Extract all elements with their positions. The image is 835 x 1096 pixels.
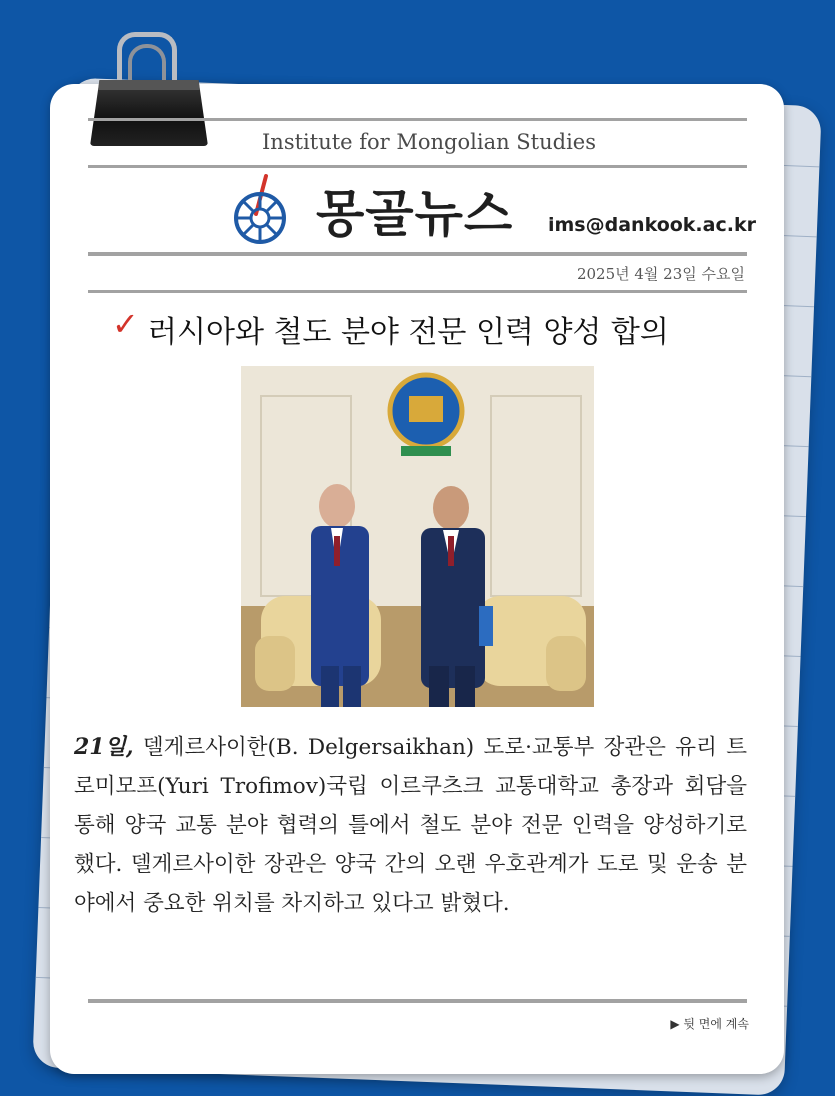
header-rule-3 bbox=[88, 252, 747, 256]
article-body-text: 델게르사이한(B. Delgersaikhan) 도로·교통부 장관은 유리 트로미모프(Yuri Trofimov)국립 이르쿠츠크 교통대학교 총장과 회담을 통해 양국 교통 분야 협력의 틀에서 철도 분야 전문 인력을 양성하기로 했다. 델게르사이한 장관은 양국 간의 오랜 우호관계가 도로 및 운송 분야에서 중요한 위치를 차지하고 있다고 밝혔다. bbox=[74, 735, 747, 916]
issue-date: 2025년 4월 23일 수요일 bbox=[576, 265, 745, 283]
institute-logo-icon bbox=[232, 174, 288, 246]
institute-name: Institute for Mongolian Studies bbox=[262, 130, 597, 154]
header-rule-4 bbox=[88, 290, 747, 293]
newsletter-title: 몽골뉴스 bbox=[316, 185, 514, 243]
header-rule-2 bbox=[88, 165, 747, 168]
footer-rule bbox=[88, 999, 747, 1003]
contact-email[interactable]: ims@dankook.ac.kr bbox=[548, 214, 756, 236]
article-body bbox=[74, 728, 747, 923]
article-lead-date: 21일, bbox=[74, 734, 134, 760]
article-headline: 러시아와 철도 분야 전문 인력 양성 합의 bbox=[148, 315, 669, 350]
continued-note: ▶ 뒷 면에 계속 bbox=[670, 1017, 749, 1031]
checkmark-icon: ✓ bbox=[112, 305, 139, 343]
binder-clip-band bbox=[90, 80, 208, 90]
meeting-photo bbox=[241, 366, 594, 707]
header-rule-top bbox=[88, 118, 747, 121]
